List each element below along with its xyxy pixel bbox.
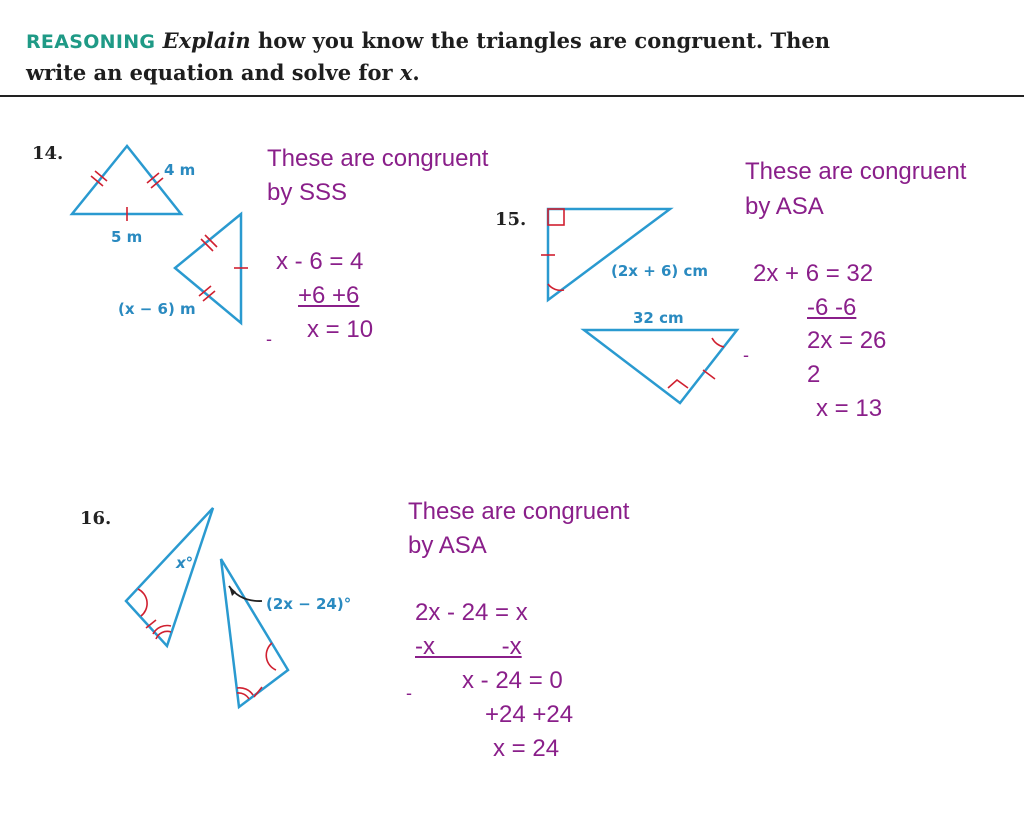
label-5m: 5 m [111, 228, 143, 246]
problem-14-number: 14. [32, 143, 64, 164]
label-x-deg: x° [176, 554, 194, 572]
instruction-period: . [412, 60, 420, 85]
work-14-step3: x = 10 [307, 316, 374, 343]
work-16-step2: -x -x [415, 633, 522, 660]
triangle-16-b [221, 559, 288, 707]
problem-16-number: 16. [80, 508, 112, 529]
explain-word: Explain [162, 28, 251, 53]
answer-16-line1: These are congruent [408, 498, 630, 525]
work-16-step5: x = 24 [493, 735, 560, 762]
label-2x-plus-6: (2x + 6) cm [611, 262, 709, 280]
label-4m: 4 m [164, 161, 196, 179]
work-15-divisor: 2 [807, 361, 821, 388]
work-16-step4: +24 +24 [485, 701, 574, 728]
work-15-step1: 2x + 6 = 32 [753, 260, 874, 287]
work-15-step2: -6 -6 [807, 294, 857, 321]
work-15-step4: x = 13 [816, 395, 883, 422]
answer-14-line2: by SSS [267, 179, 348, 206]
work-14-dash: - [266, 329, 272, 349]
label-32cm: 32 cm [633, 309, 684, 327]
label-2x-minus-24: (2x − 24)° [266, 595, 352, 613]
answer-15-line2: by ASA [745, 193, 824, 220]
work-15-step3: 2x = 26 [807, 327, 887, 354]
reasoning-heading: REASONING [26, 31, 156, 53]
problem-15-number: 15. [495, 209, 527, 230]
work-14-step1: x - 6 = 4 [276, 248, 364, 275]
answer-16-line2: by ASA [408, 532, 487, 559]
work-16-dash: - [406, 683, 412, 703]
instruction-text-1: how you know the triangles are congruent. Then [250, 28, 830, 53]
variable-x: x [399, 60, 413, 85]
answer-15-line1: These are congruent [745, 158, 967, 185]
work-15-dash: - [743, 345, 749, 365]
answer-14-line1: These are congruent [267, 145, 489, 172]
label-x-minus-6: (x − 6) m [118, 300, 196, 318]
work-14-step2: +6 +6 [298, 282, 360, 309]
work-16-step3: x - 24 = 0 [462, 667, 563, 694]
work-16-step1: 2x - 24 = x [415, 599, 528, 626]
instruction-text-2: write an equation and solve for [26, 60, 400, 85]
